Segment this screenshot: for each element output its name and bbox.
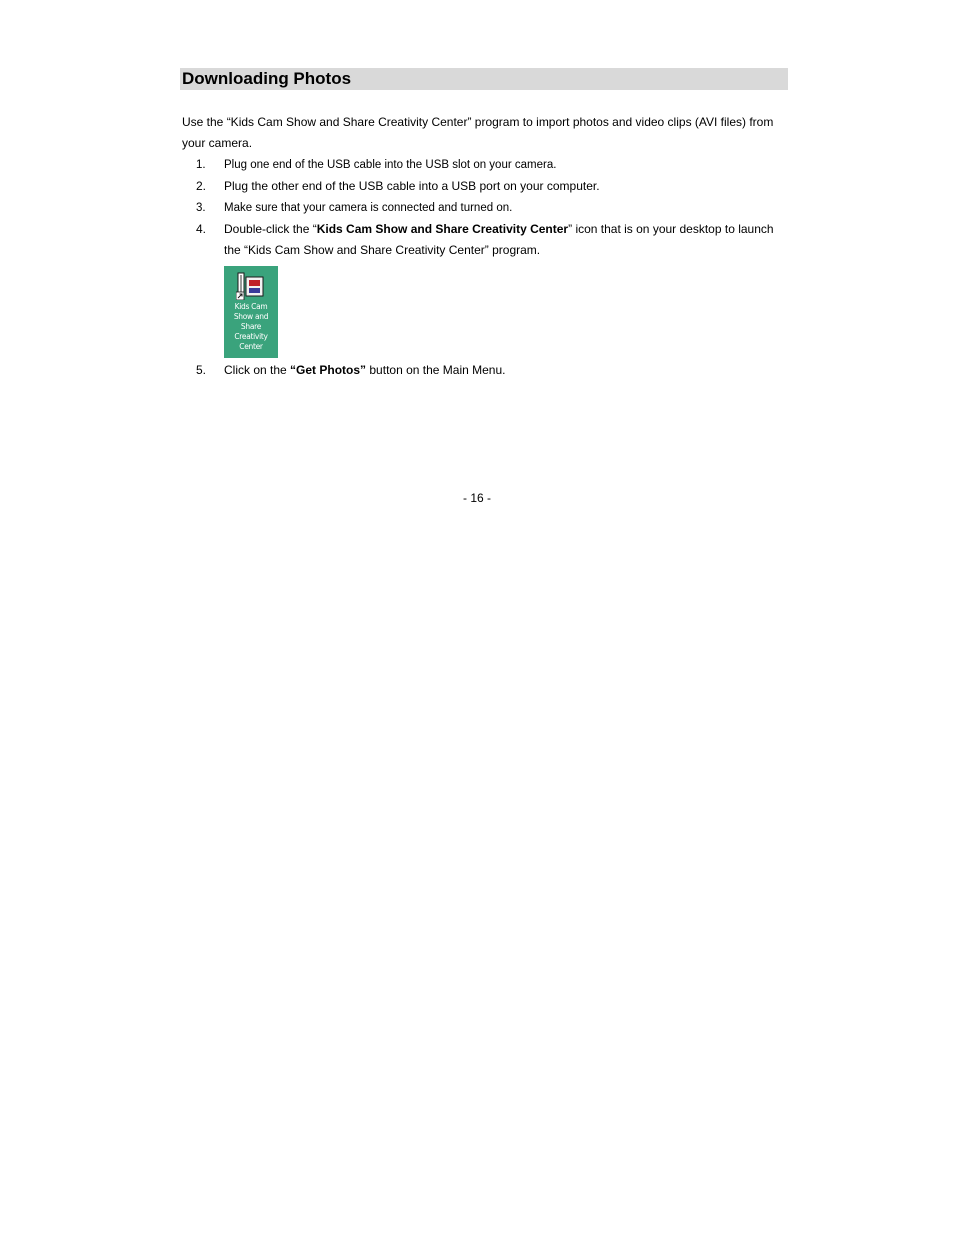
section-heading: Downloading Photos <box>182 69 352 88</box>
list-item-text <box>224 219 784 261</box>
icon-caption <box>224 302 278 352</box>
list-item-number: 1. <box>196 159 206 171</box>
program-icon <box>236 272 266 300</box>
list-item-number: 5. <box>196 363 207 377</box>
kids-cam-shortcut-icon[interactable] <box>224 266 278 358</box>
list-item-text: Plug the other end of the USB cable into a USB port on your computer. <box>224 179 600 193</box>
program-name-bold: Kids Cam Show and Share Creativity Center <box>316 222 569 236</box>
list-item-number: 4. <box>196 222 207 236</box>
list-item-number: 3. <box>196 202 206 214</box>
list-item-text: Plug one end of the USB cable into the USB slot on your camera. <box>224 159 557 171</box>
step-text-post: ” icon that is on your desktop to launch the “Kids Cam Show and Share Creativity Center” program. <box>224 222 774 257</box>
icon-caption-line: Share <box>240 322 262 331</box>
section-heading-bar <box>180 68 788 90</box>
icon-caption-line: Center <box>239 342 263 351</box>
get-photos-label: “Get Photos” <box>290 363 367 377</box>
icon-caption-line: Creativity <box>234 332 268 341</box>
intro-paragraph: Use the “Kids Cam Show and Share Creativity Center” program to import photos and video clips (AVI files) from your camera. <box>182 115 774 150</box>
list-item-text <box>224 360 784 381</box>
list-item-number: 2. <box>196 179 207 193</box>
step-text-pre: Double-click the “ <box>224 222 317 236</box>
icon-caption-line: Show and <box>233 312 269 321</box>
list-item-text: Make sure that your camera is connected and turned on. <box>224 202 513 214</box>
step-text-pre: Click on the <box>224 363 291 377</box>
step-text-post: button on the Main Menu. <box>366 363 506 377</box>
page-number: - 16 - <box>462 491 491 505</box>
icon-caption-line: Kids Cam <box>234 302 268 311</box>
